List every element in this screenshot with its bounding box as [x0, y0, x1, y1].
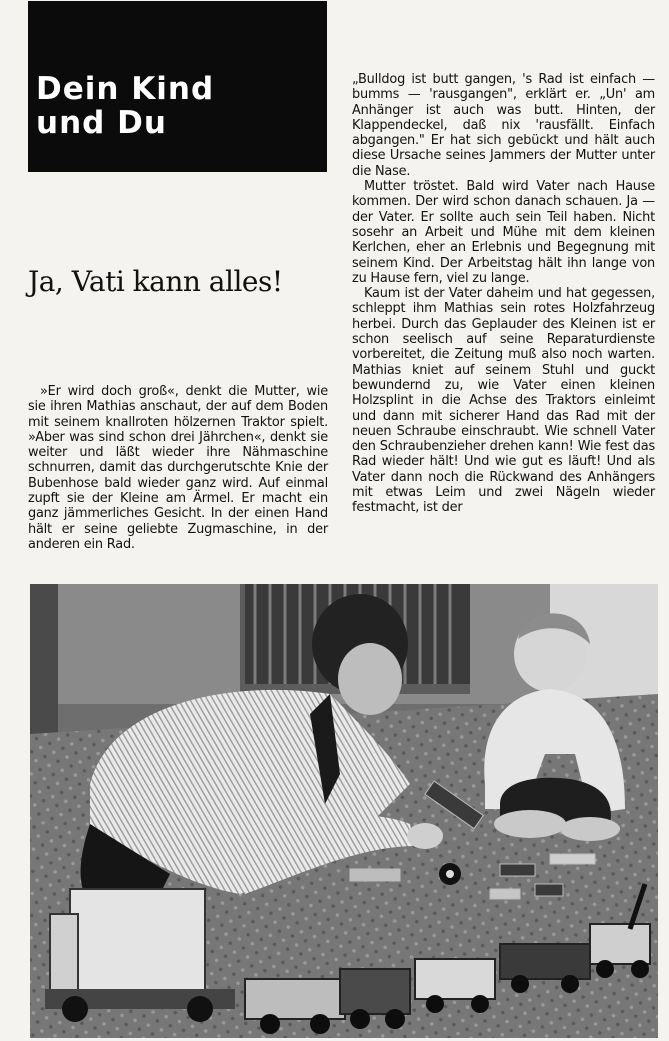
paragraph: Kaum ist der Vater daheim und hat gegessen, schleppt ihm Mathias sein rotes Holzfahrzeug herbei. Durch das Geplauder des Kleinen ist er schon seelisch auf seine Reparaturdienste vorbereitet, die Zeitung muß also noch warten. Mathias kniet auf seinem Stuhl und guckt bewundernd zu, wie Vater einen kleinen Holzsplint in die Achse des Traktors einleimt und dann mit sicherer Hand das Rad mit der neuen Schraube einschraubt. Wie schnell Vater den Schraubenzieher drehen kann! Wie fest das Rad wieder hält! Und wie gut es läuft! Und als Vater dann noch die Rückwand des Anhängers mit etwas Leim und zwei Nägeln wieder festmacht, ist der — [352, 286, 655, 516]
paragraph: Mutter tröstet. Bald wird Vater nach Hause kommen. Der wird schon danach schauen. Ja — der Vater. Er sollte auch sein Teil haben. Nicht sosehr an Arbeit und Mühe mit dem kleinen Kerlchen, eher an Erlebnis und Begegnung mit seinem Kind. Der Arbeitstag hält ihn lange von zu Hause fern, viel zu lange. — [352, 179, 655, 286]
section-header-line2: und Du — [36, 105, 167, 141]
section-header — [36, 72, 214, 140]
photo-father-and-child-playing — [30, 584, 658, 1038]
paragraph: „Bulldog ist butt gangen, 's Rad ist einfach — bumms — 'rausgangen", erklärt er. „Un' am Anhänger ist auch was butt. Hinten, der Klappendeckel, daß nix 'rausfällt. Einfach abgangen." Er hat sich gebückt und hält auch diese Ursache seines Jammers der Mutter unter die Nase. — [352, 72, 655, 179]
article-headline: Ja, Vati kann alles! — [28, 265, 283, 298]
section-header-line1: Dein Kind — [36, 71, 215, 107]
text-column-right — [352, 72, 655, 516]
text-column-left — [28, 384, 328, 552]
paragraph: »Er wird doch groß«, denkt die Mutter, wie sie ihren Mathias anschaut, der auf dem Boden mit seinem knallroten hölzernen Traktor spielt. »Aber was sind schon drei Jährchen«, denkt sie weiter und läßt wieder ihre Nähmaschine schnurren, damit das durchgerutschte Knie der Bubenhose bald wieder ganz wird. Auf einmal zupft sie der Kleine am Ärmel. Er macht ein ganz jämmerliches Gesicht. In der einen Hand hält er seine geliebte Zugmaschine, in der anderen ein Rad. — [28, 384, 328, 552]
